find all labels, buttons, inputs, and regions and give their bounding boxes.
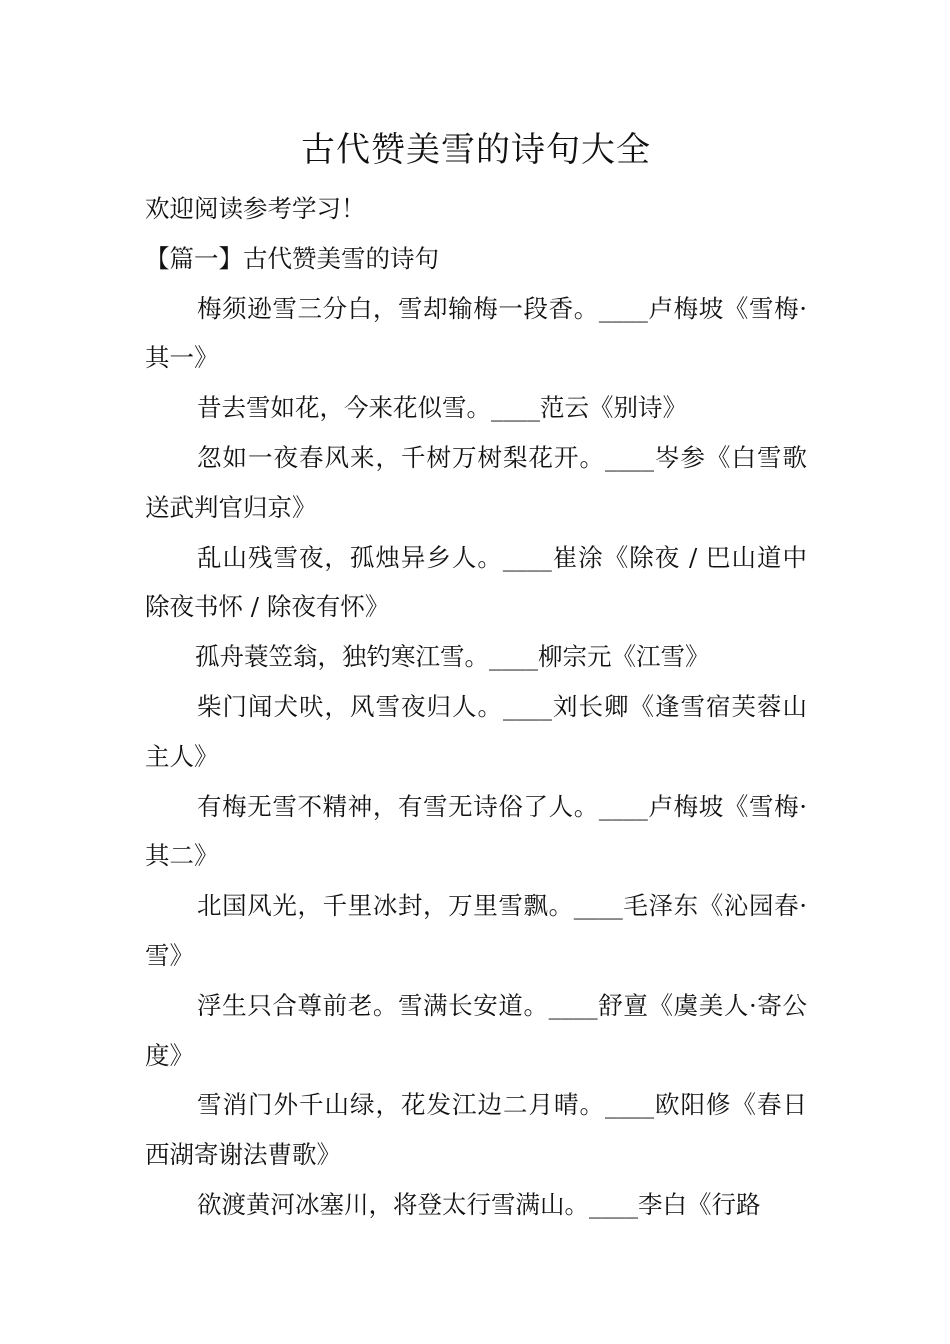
verse-paragraph: 有梅无雪不精神，有雪无诗俗了人。____卢梅坡《雪梅·其二》: [145, 791, 807, 871]
verse-paragraph: 柴门闻犬吠，风雪夜归人。____刘长卿《逢雪宿芙蓉山主人》: [145, 691, 807, 771]
document-title: 古代赞美雪的诗句大全: [301, 130, 651, 170]
intro-text: 欢迎阅读参考学习！: [145, 194, 366, 223]
document-page: [145, 122, 807, 1230]
verse-paragraph: 浮生只合尊前老。雪满长安道。____舒亶《虞美人·寄公度》: [145, 990, 807, 1070]
verse-paragraph: 欲渡黄河冰塞川，将登太行雪满山。____李白《行路: [197, 1189, 761, 1219]
section-heading: 【篇一】古代赞美雪的诗句: [145, 243, 439, 273]
verse-paragraph: 梅须逊雪三分白，雪却输梅一段香。____卢梅坡《雪梅·其一》: [145, 293, 807, 373]
verse-paragraph: 昔去雪如花，今来花似雪。____范云《别诗》: [197, 393, 687, 423]
verse-paragraph: 忽如一夜春风来，千树万树梨花开。____岑参《白雪歌送武判官归京》: [145, 442, 807, 522]
verse-paragraph: 乱山残雪夜，孤烛异乡人。____崔涂《除夜 / 巴山道中除夜书怀 / 除夜有怀》: [145, 542, 807, 622]
verse-paragraph: 北国风光，千里冰封，万里雪飘。____毛泽东《沁园春·雪》: [145, 891, 807, 970]
verse-paragraph: 雪消门外千山绿，花发江边二月晴。____欧阳修《春日西湖寄谢法曹歌》: [145, 1090, 807, 1170]
verse-paragraph: 孤舟蓑笠翁，独钓寒江雪。____柳宗元《江雪》: [195, 642, 710, 672]
